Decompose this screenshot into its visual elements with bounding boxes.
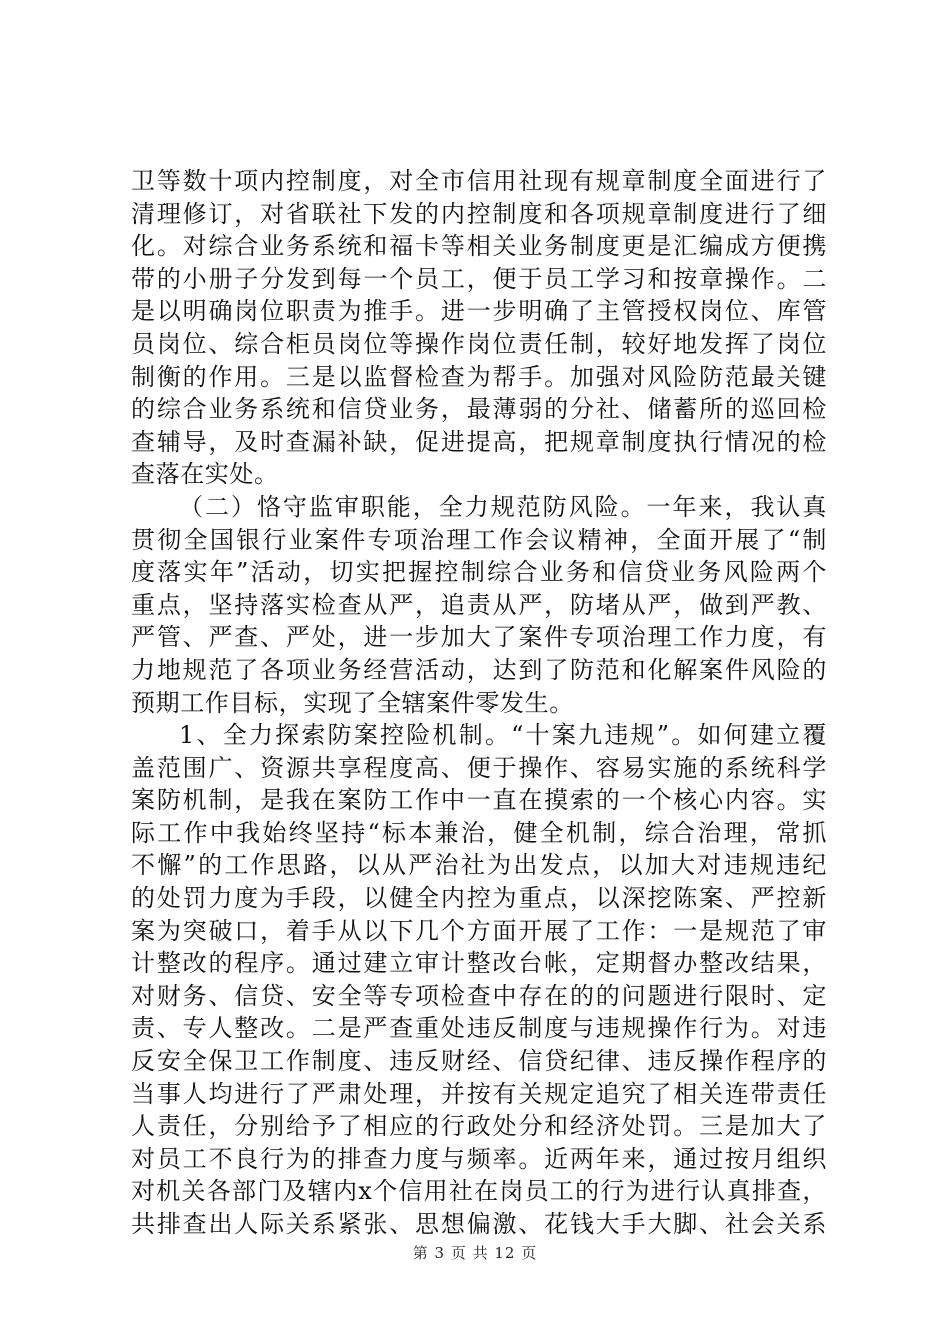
text-line: 的综合业务系统和信贷业务，最薄弱的分社、储蓄所的巡回检 bbox=[131, 395, 827, 424]
text-line: 当事人均进行了严肃处理，并按有关规定追究了相关连带责任 bbox=[131, 1079, 827, 1108]
text-line: 卫等数十项内控制度，对全市信用社现有规章制度全面进行了 bbox=[131, 167, 827, 195]
page-footer: 第 3 页 共 12 页 bbox=[412, 1244, 538, 1262]
text-line: 力地规范了各项业务经营活动，达到了防范和化解案件风险的 bbox=[131, 655, 827, 684]
text-line: 度落实年”活动，切实把握控制综合业务和信贷业务风险两个 bbox=[131, 558, 827, 587]
text-line: 盖范围广、资源共享程度高、便于操作、容易实施的系统科学 bbox=[131, 753, 827, 782]
text-line: 不懈”的工作思路，以从严治社为出发点，以加大对违规违纪 bbox=[131, 851, 827, 880]
text-line: 预期工作目标，实现了全辖案件零发生。 bbox=[131, 688, 574, 717]
text-line: 对财务、信贷、安全等专项检查中存在的的问题进行限时、定 bbox=[131, 981, 827, 1010]
text-line: 严管、严查、严处，进一步加大了案件专项治理工作力度，有 bbox=[131, 623, 827, 652]
text-line: 人责任，分别给予了相应的行政处分和经济处罚。三是加大了 bbox=[131, 1112, 827, 1141]
text-line: 贯彻全国银行业案件专项治理工作会议精神，全面开展了“制 bbox=[131, 525, 827, 554]
text-line: 是以明确岗位职责为推手。进一步明确了主管授权岗位、库管 bbox=[131, 297, 827, 326]
text-line: 反安全保卫工作制度、违反财经、信贷纪律、违反操作程序的 bbox=[131, 1047, 827, 1076]
text-line: 际工作中我始终坚持“标本兼治，健全机制，综合治理，常抓 bbox=[131, 818, 827, 847]
text-line: 查辅导，及时查漏补缺，促进提高，把规章制度执行情况的检 bbox=[131, 427, 827, 456]
text-line: 对机关各部门及辖内x个信用社在岗员工的行为进行认真排查， bbox=[131, 1177, 827, 1206]
text-line: 对员工不良行为的排查力度与频率。近两年来，通过按月组织 bbox=[131, 1144, 827, 1173]
text-line: 案防机制，是我在案防工作中一直在摸索的一个核心内容。实 bbox=[131, 786, 827, 815]
text-line: 计整改的程序。通过建立审计整改台帐，定期督办整改结果， bbox=[131, 949, 827, 978]
text-line: 1、全力探索防案控险机制。“十案九违规”。如何建立覆 bbox=[179, 721, 827, 750]
text-line: 带的小册子分发到每一个员工，便于员工学习和按章操作。二 bbox=[131, 264, 827, 293]
text-line: 制衡的作用。三是以监督检查为帮手。加强对风险防范最关键 bbox=[131, 362, 827, 391]
text-line: 清理修订，对省联社下发的内控制度和各项规章制度进行了细 bbox=[131, 199, 827, 228]
text-line: 责、专人整改。二是严查重处违反制度与违规操作行为。对违 bbox=[131, 1014, 827, 1043]
document-body bbox=[131, 165, 827, 1241]
text-line: 案为突破口，着手从以下几个方面开展了工作：一是规范了审 bbox=[131, 916, 827, 945]
text-line: 共排查出人际关系紧张、思想偏激、花钱大手大脚、社会关系 bbox=[131, 1210, 827, 1238]
text-line: 化。对综合业务系统和福卡等相关业务制度更是汇编成方便携 bbox=[131, 232, 827, 261]
text-line: 重点，坚持落实检查从严，追责从严，防堵从严，做到严教、 bbox=[131, 590, 827, 619]
text-line: （二）恪守监审职能，全力规范防风险。一年来，我认真 bbox=[179, 492, 827, 521]
text-line: 的处罚力度为手段，以健全内控为重点，以深挖陈案、严控新 bbox=[131, 884, 827, 913]
text-line: 查落在实处。 bbox=[131, 460, 279, 489]
text-line: 员岗位、综合柜员岗位等操作岗位责任制，较好地发挥了岗位 bbox=[131, 329, 827, 358]
